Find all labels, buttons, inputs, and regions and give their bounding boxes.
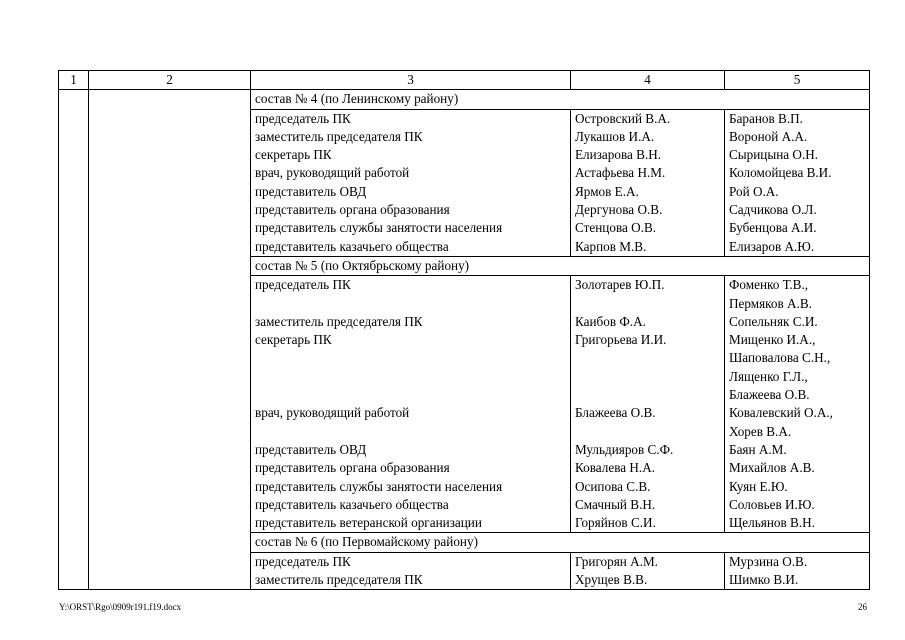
member-cell: Елизарова В.Н. [571,146,725,164]
deputy-cell: Соловьев И.Ю. [725,496,870,514]
member-cell: Золотарев Ю.П. [571,276,725,295]
group-title: состав № 4 (по Ленинскому району) [251,90,870,109]
member-cell: Ковалева Н.А. [571,459,725,477]
role-cell [251,368,571,386]
role-cell: представитель органа образования [251,201,571,219]
role-cell: заместитель председателя ПК [251,571,571,590]
member-cell: Хрущев В.В. [571,571,725,590]
role-cell: председатель ПК [251,109,571,128]
member-cell [571,349,725,367]
member-cell [571,368,725,386]
deputy-cell: Сопельняк С.И. [725,313,870,331]
deputy-cell: Рой О.А. [725,183,870,201]
column-1-cell [59,90,89,590]
member-cell: Горяйнов С.И. [571,514,725,533]
column-header-3: 3 [251,71,571,90]
column-header-2: 2 [89,71,251,90]
group-title-row [59,90,870,109]
role-cell: представитель органа образования [251,459,571,477]
footer-file-path: Y:\ORST\Rgo\0909r191.f19.docx [59,602,182,612]
deputy-cell: Щельянов В.Н. [725,514,870,533]
deputy-cell: Хорев В.А. [725,423,870,441]
deputy-cell: Фоменко Т.В., [725,276,870,295]
role-cell [251,386,571,404]
member-cell: Блажеева О.В. [571,404,725,422]
role-cell: врач, руководящий работой [251,164,571,182]
deputy-cell: Вороной А.А. [725,128,870,146]
member-cell: Смачный В.Н. [571,496,725,514]
role-cell: врач, руководящий работой [251,404,571,422]
deputy-cell: Мищенко И.А., [725,331,870,349]
member-cell: Каибов Ф.А. [571,313,725,331]
deputy-cell: Куян Е.Ю. [725,478,870,496]
deputy-cell: Пермяков А.В. [725,295,870,313]
member-cell: Григорьева И.И. [571,331,725,349]
deputy-cell: Садчикова О.Л. [725,201,870,219]
role-cell: председатель ПК [251,276,571,295]
role-cell: заместитель председателя ПК [251,313,571,331]
role-cell: представитель казачьего общества [251,496,571,514]
deputy-cell: Лященко Г.Л., [725,368,870,386]
member-cell: Карпов М.В. [571,238,725,257]
member-cell: Дергунова О.В. [571,201,725,219]
member-cell [571,386,725,404]
role-cell [251,423,571,441]
column-header-5: 5 [725,71,870,90]
member-cell: Стенцова О.В. [571,219,725,237]
deputy-cell: Коломойцева В.И. [725,164,870,182]
commission-table [58,70,870,590]
column-2-cell [89,90,251,590]
role-cell [251,295,571,313]
deputy-cell: Елизаров А.Ю. [725,238,870,257]
role-cell: представитель ветеранской организации [251,514,571,533]
table-header-row [59,71,870,90]
deputy-cell: Баранов В.П. [725,109,870,128]
role-cell: представитель казачьего общества [251,238,571,257]
member-cell: Островский В.А. [571,109,725,128]
member-cell: Астафьева Н.М. [571,164,725,182]
role-cell: секретарь ПК [251,331,571,349]
member-cell [571,423,725,441]
member-cell [571,295,725,313]
footer-page-number: 26 [858,602,867,612]
deputy-cell: Баян А.М. [725,441,870,459]
deputy-cell: Сырицына О.Н. [725,146,870,164]
group-title: состав № 6 (по Первомайскому району) [251,533,870,552]
deputy-cell: Ковалевский О.А., [725,404,870,422]
role-cell: председатель ПК [251,552,571,571]
deputy-cell: Михайлов А.В. [725,459,870,477]
role-cell: представитель ОВД [251,441,571,459]
member-cell: Осипова С.В. [571,478,725,496]
member-cell: Ярмов Е.А. [571,183,725,201]
role-cell: заместитель председателя ПК [251,128,571,146]
role-cell: представитель службы занятости населения [251,219,571,237]
deputy-cell: Шимко В.И. [725,571,870,590]
role-cell: представитель ОВД [251,183,571,201]
deputy-cell: Бубенцова А.И. [725,219,870,237]
deputy-cell: Шаповалова С.Н., [725,349,870,367]
member-cell: Лукашов И.А. [571,128,725,146]
member-cell: Мульдияров С.Ф. [571,441,725,459]
member-cell: Григорян А.М. [571,552,725,571]
deputy-cell: Блажеева О.В. [725,386,870,404]
role-cell: представитель службы занятости населения [251,478,571,496]
role-cell [251,349,571,367]
column-header-1: 1 [59,71,89,90]
role-cell: секретарь ПК [251,146,571,164]
deputy-cell: Мурзина О.В. [725,552,870,571]
group-title: состав № 5 (по Октябрьскому району) [251,256,870,275]
column-header-4: 4 [571,71,725,90]
